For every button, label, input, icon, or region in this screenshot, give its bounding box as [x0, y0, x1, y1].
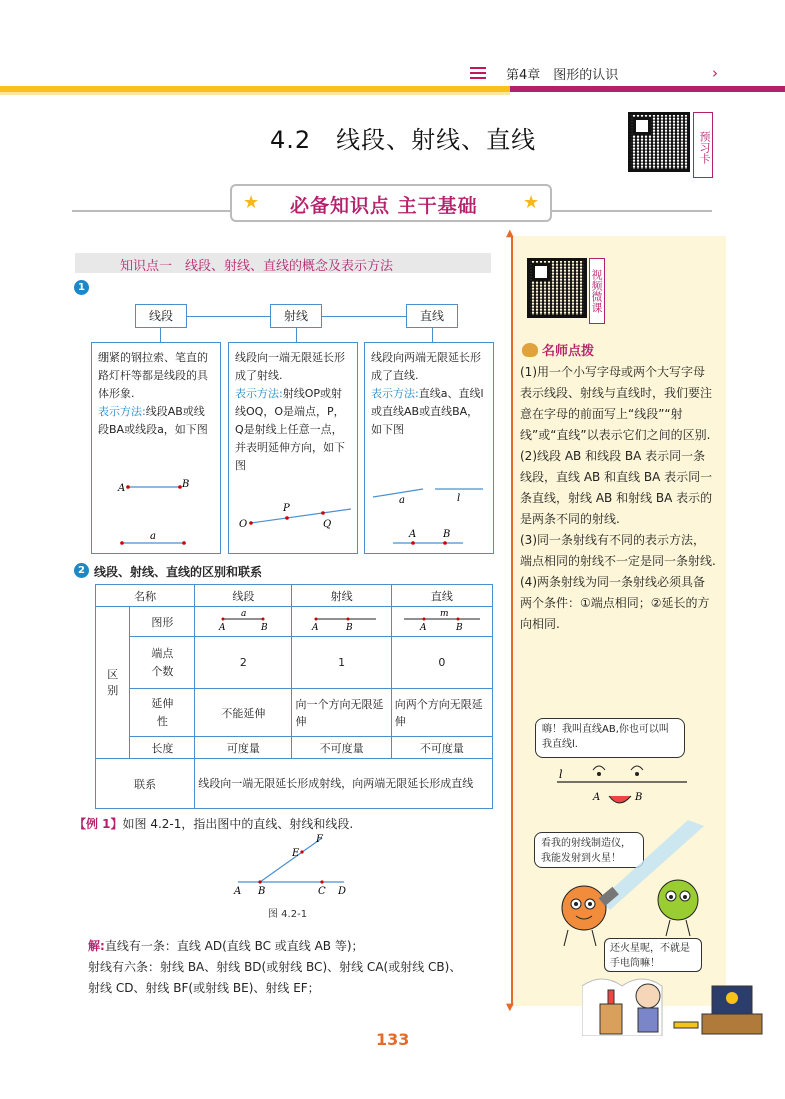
method-label: 表示方法: [235, 387, 283, 400]
label-a: a [150, 531, 156, 542]
tip-3: (3)同一条射线有不同的表示方法，端点相同的射线不一定是同一条射线. [520, 533, 716, 568]
point-A: A [234, 886, 242, 897]
svg-text:m: m [439, 609, 449, 619]
col-header-ray: 射线 [292, 585, 391, 607]
tip-4: (4)两条射线为同一条射线必须具备两个条件：①端点相同；②延长的方向相同. [520, 575, 710, 631]
line-concept [364, 342, 494, 554]
row-extend-label: 延伸性 [130, 689, 195, 737]
cartoon-kid-scene [582, 976, 782, 1039]
teacher-icon [522, 343, 538, 357]
svg-text:B: B [345, 623, 353, 631]
label-a: a [399, 495, 405, 506]
col-header-name: 名称 [96, 585, 195, 607]
sidebar-divider [511, 236, 513, 1006]
point-E: E [292, 848, 300, 859]
svg-text:A: A [419, 623, 427, 631]
table-line-figure [400, 609, 484, 631]
comparison-table [95, 584, 493, 809]
method-label: 表示方法: [371, 387, 419, 400]
label-Q: Q [323, 519, 332, 530]
connector [296, 328, 297, 342]
solution [88, 936, 508, 999]
label-P: P [283, 503, 290, 514]
figure-line [391, 607, 492, 637]
solution-line-1: 直线有一条：直线 AD(直线 BC 或直线 AB 等)； [104, 939, 364, 953]
label-B: B [443, 529, 451, 540]
star-icon: ★ [243, 192, 260, 213]
star-icon: ★ [523, 192, 540, 213]
line-label-A: A [593, 792, 601, 803]
segment-concept [91, 342, 221, 554]
svg-text:B: B [261, 623, 268, 631]
ray-method: 射线OP或射线OQ，O是端点，P，Q是射线上任意一点，并表明延伸方向，如下图 [235, 387, 345, 472]
svg-text:B: B [455, 623, 463, 631]
connector [432, 328, 433, 342]
example-figure [226, 832, 356, 900]
label-O: O [239, 519, 248, 530]
chapter-header [470, 62, 730, 84]
concept-header-ray: 射线 [270, 304, 322, 328]
extend-line: 向两个方向无限延伸 [391, 689, 492, 737]
label-A: A [409, 529, 417, 540]
solution-line-3: 射线 CD、射线 BF(或射线 BE)、射线 EF； [88, 981, 320, 995]
speech-bubble: 看我的射线制造仪，我能发射到火星！ [534, 832, 644, 868]
example-tag: 【例 1】 [74, 817, 123, 831]
endpoints-ray: 1 [292, 637, 391, 689]
endpoints-line: 0 [391, 637, 492, 689]
figure-caption: 图 4.2-1 [268, 909, 308, 920]
line-method: 直线a、直线l或直线AB或直线BA，如下图 [371, 387, 484, 436]
segment-text: 绷紧的钢拉索、笔直的路灯杆等都是线段的具体形象. [98, 351, 208, 400]
extend-segment: 不能延伸 [195, 689, 292, 737]
label-l: l [457, 493, 461, 504]
example-1 [74, 815, 353, 832]
qr-label-preview: 预习卡 [693, 112, 713, 178]
figure-ray [292, 607, 391, 637]
point-C: C [318, 886, 326, 897]
ray-concept [228, 342, 358, 554]
ray-text: 线段向一端无限延长形成了射线. [235, 351, 345, 382]
tip-1: (1)用一个小写字母或两个大写字母表示线段、射线与直线时，我们要注意在字母的前面写上“线段”“射线”或“直线”以表示它们之间的区别. [520, 365, 713, 442]
table-segment-figure [203, 609, 283, 631]
line-label-l: l [559, 768, 563, 781]
label-A: A [118, 483, 126, 494]
line-label-B: B [635, 792, 643, 803]
header-bar-purple [510, 86, 785, 92]
figure-segment [195, 607, 292, 637]
kp2-title: 线段、射线、直线的区别和联系 [94, 565, 263, 579]
triangle-up-icon: ▲ [506, 228, 514, 239]
chevron-right-icon[interactable]: › [712, 64, 718, 82]
speech-bubble-reply: 还火星呢，不就是手电筒嘛！ [604, 938, 702, 972]
row-figure-label: 图形 [130, 607, 195, 637]
qr-code-preview[interactable] [628, 112, 690, 172]
number-badge: 2 [74, 563, 89, 578]
solution-tag: 解: [88, 939, 105, 953]
concept-header-segment: 线段 [135, 304, 187, 328]
point-B: B [258, 886, 266, 897]
row-endpoints-label: 端点个数 [130, 637, 195, 689]
header-bar-thin [0, 92, 510, 95]
qr-label-video: 视频微课 [589, 258, 605, 324]
knowledge-point-title: 知识点一 线段、射线、直线的概念及表示方法 [120, 259, 394, 274]
segment-method: 线段AB或线段BA或线段a，如下图 [98, 405, 208, 436]
tip-heading: 名师点拨 [522, 340, 594, 359]
solution-line-2: 射线有六条：射线 BA、射线 BD(或射线 BC)、射线 CA(或射线 CB)、 [88, 960, 462, 974]
endpoints-segment: 2 [195, 637, 292, 689]
point-F: F [316, 834, 323, 845]
section-title: 4.2 线段、射线、直线 [270, 126, 537, 154]
lianxi-label: 联系 [96, 759, 195, 809]
qr-code-video[interactable] [527, 258, 587, 318]
label-B: B [182, 479, 190, 490]
list-icon[interactable] [470, 66, 486, 80]
connector [160, 328, 161, 342]
segment-figure [92, 463, 220, 553]
number-badge: 1 [74, 280, 89, 295]
page-number: 133 [376, 1030, 410, 1049]
length-ray: 不可度量 [292, 737, 391, 759]
length-segment: 可度量 [195, 737, 292, 759]
svg-text:A: A [311, 623, 319, 631]
line-figure [365, 473, 493, 553]
ray-figure [229, 493, 357, 553]
length-line: 不可度量 [391, 737, 492, 759]
row-length-label: 长度 [130, 737, 195, 759]
svg-text:a: a [241, 609, 247, 619]
line-text: 线段向两端无限延长形成了直线. [371, 351, 481, 382]
table-ray-figure [302, 609, 382, 631]
svg-text:A: A [219, 623, 226, 631]
chapter-title: 第4章 图形的认识 [506, 67, 619, 83]
col-header-line: 直线 [391, 585, 492, 607]
example-text: 如图 4.2-1，指出图中的直线、射线和线段. [122, 817, 354, 831]
qubie-label: 区别 [96, 607, 130, 759]
tips-list [520, 362, 716, 635]
extend-ray: 向一个方向无限延伸 [292, 689, 391, 737]
tip-2: (2)线段 AB 和线段 BA 表示同一条线段，直线 AB 和直线 BA 表示同一条直线，射线 AB 和射线 BA 表示的是两条不同的射线. [520, 449, 713, 526]
triangle-down-icon: ▼ [506, 1002, 514, 1013]
concept-header-line: 直线 [406, 304, 458, 328]
col-header-segment: 线段 [195, 585, 292, 607]
speech-bubble: 嗨！我叫直线AB,你也可以叫我直线l. [535, 718, 685, 758]
method-label: 表示方法: [98, 405, 146, 418]
lianxi-text: 线段向一端无限延长形成射线，向两端无限延长形成直线 [195, 759, 493, 809]
point-D: D [338, 886, 347, 897]
banner-title: 必备知识点 主干基础 [290, 195, 478, 217]
